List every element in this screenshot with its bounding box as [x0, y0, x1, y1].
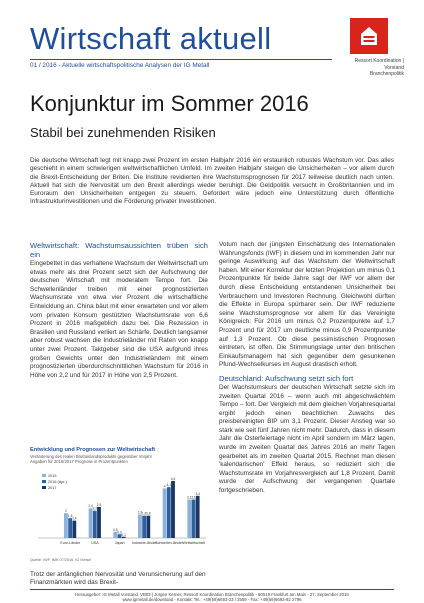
legend-swatch-2015	[42, 474, 46, 477]
chart-bar	[163, 488, 167, 538]
chart-category-label: Weltwirtschaft	[182, 541, 205, 545]
chart-data-label: 2,4	[88, 504, 93, 509]
chart-bar	[68, 518, 72, 538]
chart-bar	[171, 481, 175, 538]
chart-bar	[97, 507, 101, 538]
chart-data-label: 2,2	[92, 506, 98, 511]
chart-category-label: Japan	[114, 541, 125, 545]
masthead-subtitle: 01 / 2016 - Aktuelle wirtschaftspolitische Analysen der IG Metall	[30, 62, 210, 69]
chart-title: Entwicklung und Prognosen zur Weltwirtschaft	[30, 447, 156, 453]
bar-chart	[30, 466, 208, 556]
chart-figure	[30, 447, 208, 567]
masthead-title: Wirtschaft aktuell	[30, 21, 272, 56]
article-subheadline: Stabil bei zunehmenden Risiken	[30, 125, 216, 140]
section-heading-weltwirtschaft: Weltwirtschaft: Wachstumsaussichten trüben sich ein	[30, 241, 208, 259]
logo-caption	[334, 58, 404, 78]
chart-bar	[192, 500, 196, 538]
chart-bar	[93, 511, 97, 538]
chart-data-label: 2	[65, 509, 67, 514]
section-heading-deutschland: Deutschland: Aufschwung setzt sich fort	[219, 373, 354, 383]
footer	[30, 592, 394, 603]
chart-data-label: 1,8	[141, 511, 147, 516]
article-headline: Konjunktur im Sommer 2016	[30, 91, 309, 116]
masthead-rule	[30, 59, 332, 60]
chart-follow-text: Trotz der anfänglichen Nervosität und Verunsicherung auf den Finanzmärkten wird das Brexit-	[30, 571, 206, 587]
logo-caption-line-2: Branchenpolitik	[369, 71, 404, 77]
chart-bar	[167, 487, 171, 538]
chart-bar	[146, 516, 150, 538]
logo-caption-line-1: Ressort Koordination | Vorstand	[354, 58, 404, 71]
chart-category-label: Schwellen-länder	[155, 541, 183, 545]
footer-rule	[30, 589, 394, 590]
chart-category-label: USA	[91, 541, 99, 545]
chart-data-label: 2,5	[96, 503, 102, 507]
section-text-iwf: Votum nach der jüngsten Einschätzung des Internationalen Währungsfonds (IWF) in diesem und im kommenden Jahr nur geringe Auswirkung auf das Wachstum der Weltwirtschaft haben. Mit einer Korrektur der letzten Projektion um minus 0,1 Prozentpunkte für beide Jahre sagt der IWF vor allem der durch diese Entscheidung entstandenen Unsicherheit bei Verbrauchern und Investoren Rechnung. Gleichwohl dürften die Effekte in Europa spürbarer sein. Der IWF reduzierte seine Wachstumsprognose vor allem für das Vereinigte Königreich: Für 2016 um minus 0,2 Prozentpunkte auf 1,7 Prozent und für 2017 um deutliche minus 0,9 Prozentpunkte auf 1,3 Prozent. Ob diese pessimistischen Prognosen eintreten, ist offen. Die Stimmungslage unter den britischen Einkaufsmanagern hat sich gegenüber dem gesunkenen Pfund-Wechselkurses im August drastisch erholt.	[219, 241, 395, 369]
chart-subtitle-1: Veränderung des realen Bruttoinlandsprodukts gegenüber Vorjahr	[30, 454, 152, 459]
article-intro: Die deutsche Wirtschaft legt mit knapp zwei Prozent im ersten Halbjahr 2016 ein erstaunlich robustes Wachstum vor. Das alles geschieht in einem schwierigen weltwirtschaftlichen Umfeld. Im zweiten Halbjahr steigen die Unsicherheiten – vor allem durch die Brexit-Entscheidung der Briten. Die Institute revidierten ihre Wachstumsprognosen für 2017 teilweise deutlich nach unten. Aktuell hat sich die Nervosität um den Brexit allerdings wieder beruhigt. Die Geldpolitik versucht in Großbritannien und im Euroraum den Unsicherheiten entgegen zu steuern. Gefordert wäre jedoch eine Unterstützung durch öffentliche Infrastrukturinvestitionen und die Förderung privater Investitionen.	[30, 157, 394, 206]
chart-bar	[196, 496, 200, 538]
chart-source: Quelle: IWF, IMK 07/2016, IG Metall	[30, 558, 91, 562]
legend-label-2015: 2015	[48, 473, 57, 478]
chart-bar	[72, 521, 76, 538]
chart-data-label: 1,8	[146, 511, 151, 516]
chart-data-label: 4,1	[166, 483, 172, 488]
chart-subtitle-2: Angaben für 2016/2017 Prognose in Prozentpunkten	[30, 459, 128, 465]
left-column	[30, 241, 208, 380]
section-text-weltwirtschaft: Eingebettet in das verhaltene Wachstum der Weltwirtschaft um etwas mehr als drei Prozent setzt sich der Aufschwung der deutschen Wirtschaft mit moderatem Tempo fort. Die Schwellenländer treiben mit einer prognostizierten Wachsumsrate von etwa vier Prozent die wirtschaftliche Entwicklung an. China bäut mit einer erwarteten und vor allem vom privaten Konsum gestützten Wachstumsrate von 6,6 Prozent in 2016 maßgeblich dazu bei. Die Rezession in Brasilien und Russland verliert an Schärfe. Deutlich langsamer aber robust wachsen die Industrieländer mit Raten von knapp unter zwei Prozent. Taktgeber sind die USA aufgrund ihres großen Gewichts unter den Industrieländern mit einem prognostizierten überdurchschnittlichen Wachstum für 2016 in Höhe von 2,2 und für 2017 in Höhe von 2,5 Prozent.	[30, 260, 208, 379]
footer-line-1: Herausgeber: IG Metall Vorstand, VB03 | Jürgen Kerner, Ressort Koordination Branchenpolitik - 60519 Frankfurt am Main - 27. September 2016	[75, 592, 349, 597]
ig-metall-logo	[350, 18, 388, 54]
chart-data-label: 3,4	[195, 491, 200, 496]
section-text-deutschland: Der Wachstumskurs der deutschen Wirtschaft setzte sich im zweiten Quartal 2016 – wenn auch mit abgeschwächtem Tempo – fort. Der Vergleich mit dem gleichen Vorjahresquartal ergibt jedoch einen beachtlichen Zuwachs des preisbereinigten BIP um 3,1 Prozent. Dieser Anstieg war so stark wie seit fünf Jahren nicht mehr. Dadurch, dass in diesem Jahr die Osterfeiertage nicht im April sondern im März lagen, wurde im zweiten Quartal des Jahres 2016 an mehr Tagen gearbeitet als im zweiten Quartal 2015. Rechnet man diesen 'kalendarischen' Effekt heraus, so reduziert sich die Wachstumsrate im Vorjahresvergleich auf 1,8 Prozent. Damit wurde der Aufschwung der vergangenen Quartale fortgeschrieben.	[219, 383, 395, 495]
legend-label-2017: 2017	[48, 485, 57, 490]
chart-bar	[187, 500, 191, 538]
chart-bar	[142, 516, 146, 538]
chart-data-label: 4	[163, 484, 166, 489]
chart-bar	[89, 508, 93, 538]
chart-data-label: 0,3	[117, 530, 122, 535]
chart-data-label: 4,6	[170, 476, 176, 481]
legend-swatch-2017	[42, 486, 46, 489]
chart-category-label: Euro-Länder	[60, 541, 81, 545]
right-column	[219, 241, 395, 496]
chart-bar	[122, 537, 126, 538]
chart-data-label: 0,1	[121, 532, 126, 537]
chart-data-label: 1,6	[67, 514, 73, 519]
legend-label-2016: 2016 (Apr.)	[48, 479, 67, 484]
chart-data-label: 0,5	[113, 527, 118, 532]
chart-data-label: 1,4	[72, 516, 77, 521]
footer-line-2: www.igmetall.de/download - Kontakt: Tel.: +49(69)6693-23 / 2559 - Fax: +49(69)6693-82 2796	[122, 597, 302, 603]
chart-legend	[42, 474, 68, 490]
logo-emblem-icon	[350, 18, 388, 54]
chart-bar	[138, 514, 142, 538]
chart-category-label: Industrie-länder	[131, 541, 157, 545]
chart-data-label: 3,1	[191, 495, 196, 500]
chart-data-label: 1,9	[137, 510, 143, 515]
legend-swatch-2016	[42, 480, 46, 483]
chart-data-label: 3,1	[187, 495, 192, 500]
